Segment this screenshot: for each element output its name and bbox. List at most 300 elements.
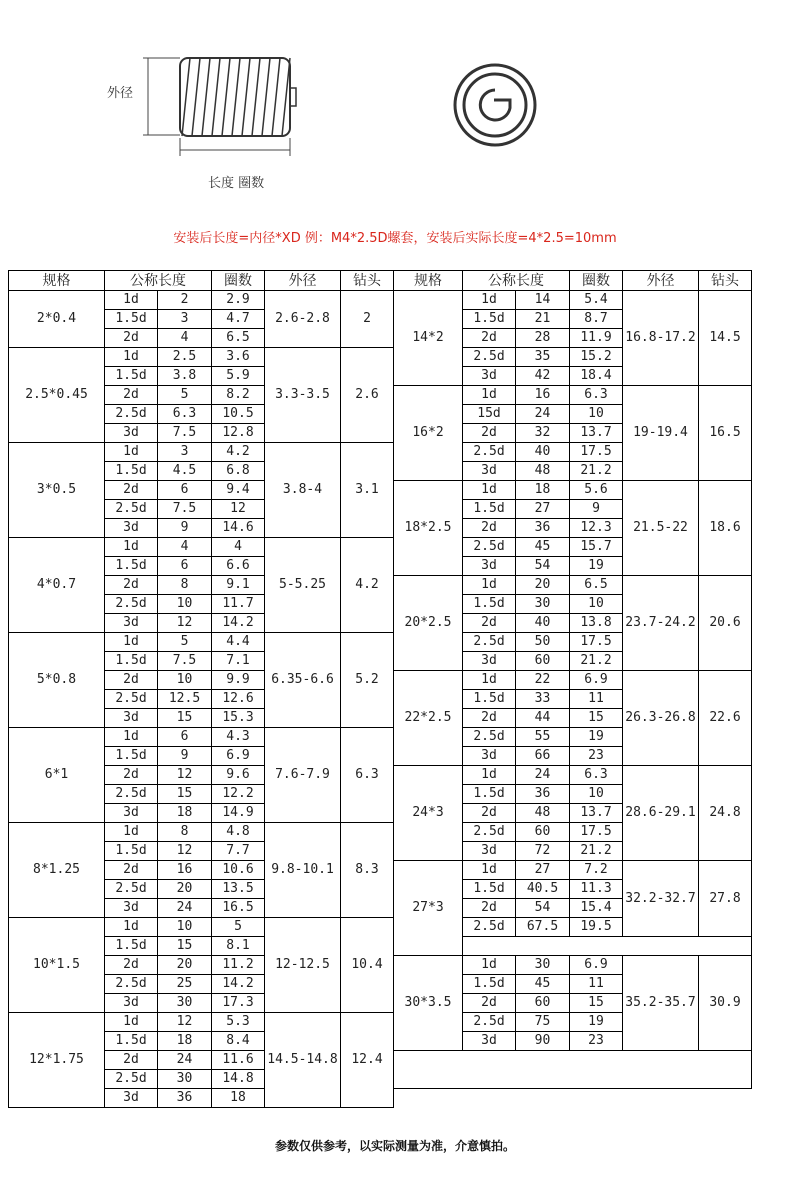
length-mm-cell: 45 <box>516 538 570 557</box>
length-multiplier-cell: 1.5d <box>105 557 158 576</box>
length-mm-cell: 10 <box>158 671 212 690</box>
turns-cell: 13.7 <box>570 804 623 823</box>
length-multiplier-cell: 1d <box>105 918 158 937</box>
length-multiplier-cell: 1.5d <box>105 652 158 671</box>
length-multiplier-cell: 1.5d <box>463 500 516 519</box>
length-multiplier-cell: 1.5d <box>463 785 516 804</box>
length-mm-cell: 6 <box>158 481 212 500</box>
table-row <box>9 1013 394 1032</box>
length-multiplier-cell: 3d <box>105 424 158 443</box>
length-multiplier-cell: 1.5d <box>105 462 158 481</box>
length-mm-cell: 45 <box>516 975 570 994</box>
length-mm-cell: 35 <box>516 348 570 367</box>
length-multiplier-cell: 2.5d <box>463 823 516 842</box>
length-mm-cell: 4 <box>158 538 212 557</box>
length-mm-cell: 9 <box>158 519 212 538</box>
length-multiplier-cell: 1d <box>463 766 516 785</box>
turns-cell: 12 <box>212 500 265 519</box>
length-multiplier-cell: 2d <box>463 519 516 538</box>
header-row <box>394 271 752 291</box>
length-mm-cell: 90 <box>516 1032 570 1051</box>
turns-cell: 9.4 <box>212 481 265 500</box>
length-multiplier-cell: 2.5d <box>105 690 158 709</box>
length-mm-cell: 12 <box>158 766 212 785</box>
length-multiplier-cell: 2d <box>463 899 516 918</box>
length-mm-cell: 18 <box>516 481 570 500</box>
spec-cell: 16*2 <box>394 386 463 481</box>
table-row <box>9 291 394 310</box>
length-multiplier-cell: 1.5d <box>463 690 516 709</box>
length-mm-cell: 21 <box>516 310 570 329</box>
length-mm-cell: 6.3 <box>158 405 212 424</box>
thread-insert-side-diagram <box>140 40 310 170</box>
turns-cell: 11 <box>570 690 623 709</box>
length-multiplier-cell: 1d <box>105 1013 158 1032</box>
length-mm-cell: 75 <box>516 1013 570 1032</box>
length-mm-cell: 60 <box>516 994 570 1013</box>
turns-cell: 6.9 <box>212 747 265 766</box>
length-mm-cell: 27 <box>516 861 570 880</box>
length-mm-cell: 66 <box>516 747 570 766</box>
length-multiplier-cell: 3d <box>105 614 158 633</box>
length-multiplier-cell: 1.5d <box>105 747 158 766</box>
length-multiplier-cell: 2d <box>105 861 158 880</box>
turns-cell: 6.3 <box>570 386 623 405</box>
turns-cell: 5.4 <box>570 291 623 310</box>
turns-cell: 10 <box>570 405 623 424</box>
drill-cell: 5.2 <box>341 633 394 728</box>
table-row <box>394 766 752 785</box>
table-row <box>394 576 752 595</box>
length-multiplier-cell: 2.5d <box>463 538 516 557</box>
table-row <box>394 291 752 310</box>
turns-cell: 5.6 <box>570 481 623 500</box>
turns-cell: 14.2 <box>212 975 265 994</box>
turns-cell: 11 <box>570 975 623 994</box>
length-multiplier-cell: 2d <box>463 709 516 728</box>
turns-cell: 11.9 <box>570 329 623 348</box>
length-multiplier-cell: 2.5d <box>463 348 516 367</box>
thread-insert-end-diagram <box>450 60 540 150</box>
turns-cell: 6.5 <box>570 576 623 595</box>
turns-cell: 11.2 <box>212 956 265 975</box>
turns-cell: 15.2 <box>570 348 623 367</box>
header-drill: 钻头 <box>341 271 394 291</box>
length-multiplier-cell: 3d <box>463 652 516 671</box>
empty-cell <box>394 1051 752 1089</box>
turns-cell: 14.9 <box>212 804 265 823</box>
header-outer-diameter: 外径 <box>623 271 699 291</box>
length-multiplier-cell: 2d <box>463 329 516 348</box>
length-mm-cell: 7.5 <box>158 500 212 519</box>
header-nominal-length: 公称长度 <box>105 271 212 291</box>
turns-cell: 15.3 <box>212 709 265 728</box>
length-multiplier-cell: 2.5d <box>463 443 516 462</box>
turns-cell: 11.7 <box>212 595 265 614</box>
length-multiplier-cell: 1d <box>463 861 516 880</box>
length-multiplier-cell: 2d <box>105 386 158 405</box>
length-mm-cell: 10 <box>158 918 212 937</box>
outer-diameter-cell: 16.8-17.2 <box>623 291 699 386</box>
turns-cell: 13.7 <box>570 424 623 443</box>
length-multiplier-cell: 3d <box>463 1032 516 1051</box>
turns-cell: 2.9 <box>212 291 265 310</box>
turns-cell: 7.1 <box>212 652 265 671</box>
turns-cell: 16.5 <box>212 899 265 918</box>
header-turns: 圈数 <box>570 271 623 291</box>
length-multiplier-cell: 1.5d <box>105 842 158 861</box>
length-multiplier-cell: 2.5d <box>105 880 158 899</box>
turns-cell: 9.1 <box>212 576 265 595</box>
length-multiplier-cell: 3d <box>105 804 158 823</box>
drill-cell: 2 <box>341 291 394 348</box>
length-multiplier-cell: 2.5d <box>105 1070 158 1089</box>
length-multiplier-cell: 1d <box>463 481 516 500</box>
table-row <box>394 861 752 880</box>
length-multiplier-cell: 2.5d <box>105 785 158 804</box>
outer-diameter-cell: 21.5-22 <box>623 481 699 576</box>
drill-cell: 6.3 <box>341 728 394 823</box>
turns-cell: 6.3 <box>570 766 623 785</box>
length-mm-cell: 3 <box>158 443 212 462</box>
length-multiplier-cell: 1d <box>463 386 516 405</box>
header-turns: 圈数 <box>212 271 265 291</box>
disclaimer-footer: 参数仅供参考，以实际测量为准，介意慎拍。 <box>274 1139 515 1153</box>
length-multiplier-cell: 3d <box>105 519 158 538</box>
length-multiplier-cell: 15d <box>463 405 516 424</box>
table-row <box>9 633 394 652</box>
drill-cell: 22.6 <box>699 671 752 766</box>
outer-diameter-label: 外径 <box>107 86 134 101</box>
length-mm-cell: 15 <box>158 937 212 956</box>
spec-cell: 27*3 <box>394 861 463 956</box>
length-mm-cell: 20 <box>158 880 212 899</box>
length-mm-cell: 36 <box>158 1089 212 1108</box>
length-multiplier-cell: 1d <box>463 956 516 975</box>
drill-cell: 10.4 <box>341 918 394 1013</box>
turns-cell: 4.2 <box>212 443 265 462</box>
turns-cell: 6.9 <box>570 671 623 690</box>
length-multiplier-cell: 1d <box>463 671 516 690</box>
length-mm-cell: 10 <box>158 595 212 614</box>
spec-cell: 24*3 <box>394 766 463 861</box>
length-multiplier-cell: 3d <box>463 367 516 386</box>
table-row <box>394 386 752 405</box>
length-turns-label: 长度 圈数 <box>208 176 265 191</box>
length-mm-cell: 4 <box>158 329 212 348</box>
length-multiplier-cell: 1.5d <box>105 1032 158 1051</box>
table-row <box>394 956 752 975</box>
outer-diameter-cell: 35.2-35.7 <box>623 956 699 1051</box>
length-multiplier-cell: 1d <box>463 576 516 595</box>
turns-cell: 21.2 <box>570 842 623 861</box>
length-mm-cell: 33 <box>516 690 570 709</box>
turns-cell: 19 <box>570 557 623 576</box>
turns-cell: 5.3 <box>212 1013 265 1032</box>
spec-table-left <box>8 270 394 1108</box>
length-mm-cell: 12 <box>158 842 212 861</box>
turns-cell: 7.7 <box>212 842 265 861</box>
outer-diameter-cell: 3.3-3.5 <box>265 348 341 443</box>
turns-cell: 11.6 <box>212 1051 265 1070</box>
length-multiplier-cell: 1.5d <box>463 880 516 899</box>
length-mm-cell: 2 <box>158 291 212 310</box>
length-multiplier-cell: 2d <box>463 804 516 823</box>
drill-cell: 8.3 <box>341 823 394 918</box>
turns-cell: 12.2 <box>212 785 265 804</box>
length-multiplier-cell: 2d <box>105 329 158 348</box>
turns-cell: 14.6 <box>212 519 265 538</box>
header-row <box>9 271 394 291</box>
turns-cell: 4.7 <box>212 310 265 329</box>
spec-cell: 8*1.25 <box>9 823 105 918</box>
length-multiplier-cell: 1d <box>105 728 158 747</box>
table-row <box>9 348 394 367</box>
table-row <box>9 728 394 747</box>
outer-diameter-cell: 2.6-2.8 <box>265 291 341 348</box>
spec-cell: 2*0.4 <box>9 291 105 348</box>
spec-cell: 4*0.7 <box>9 538 105 633</box>
header-drill: 钻头 <box>699 271 752 291</box>
length-multiplier-cell: 2.5d <box>105 595 158 614</box>
length-mm-cell: 4.5 <box>158 462 212 481</box>
length-multiplier-cell: 2d <box>105 1051 158 1070</box>
outer-diameter-cell: 5-5.25 <box>265 538 341 633</box>
turns-cell: 18.4 <box>570 367 623 386</box>
length-mm-cell: 25 <box>158 975 212 994</box>
length-multiplier-cell: 1.5d <box>105 367 158 386</box>
spec-cell: 3*0.5 <box>9 443 105 538</box>
length-mm-cell: 8 <box>158 823 212 842</box>
length-mm-cell: 5 <box>158 386 212 405</box>
length-multiplier-cell: 3d <box>463 557 516 576</box>
turns-cell: 10 <box>570 785 623 804</box>
length-mm-cell: 50 <box>516 633 570 652</box>
turns-cell: 8.1 <box>212 937 265 956</box>
header-spec: 规格 <box>394 271 463 291</box>
length-mm-cell: 6 <box>158 728 212 747</box>
turns-cell: 23 <box>570 747 623 766</box>
length-mm-cell: 55 <box>516 728 570 747</box>
length-multiplier-cell: 1.5d <box>105 310 158 329</box>
spec-cell: 6*1 <box>9 728 105 823</box>
empty-cell <box>463 937 752 956</box>
length-mm-cell: 44 <box>516 709 570 728</box>
turns-cell: 3.6 <box>212 348 265 367</box>
turns-cell: 12.6 <box>212 690 265 709</box>
spec-cell: 5*0.8 <box>9 633 105 728</box>
length-mm-cell: 24 <box>158 1051 212 1070</box>
turns-cell: 4.4 <box>212 633 265 652</box>
length-multiplier-cell: 3d <box>105 709 158 728</box>
length-mm-cell: 6 <box>158 557 212 576</box>
length-mm-cell: 7.5 <box>158 424 212 443</box>
length-mm-cell: 16 <box>516 386 570 405</box>
length-multiplier-cell: 3d <box>105 899 158 918</box>
length-multiplier-cell: 2.5d <box>463 728 516 747</box>
length-mm-cell: 72 <box>516 842 570 861</box>
length-mm-cell: 60 <box>516 823 570 842</box>
length-multiplier-cell: 2.5d <box>463 918 516 937</box>
length-multiplier-cell: 2d <box>105 766 158 785</box>
length-mm-cell: 27 <box>516 500 570 519</box>
turns-cell: 7.2 <box>570 861 623 880</box>
outer-diameter-cell: 14.5-14.8 <box>265 1013 341 1108</box>
spec-cell: 18*2.5 <box>394 481 463 576</box>
length-mm-cell: 3.8 <box>158 367 212 386</box>
turns-cell: 5.9 <box>212 367 265 386</box>
drill-cell: 3.1 <box>341 443 394 538</box>
drill-cell: 27.8 <box>699 861 752 937</box>
drill-cell: 2.6 <box>341 348 394 443</box>
length-multiplier-cell: 2d <box>105 481 158 500</box>
turns-cell: 19 <box>570 728 623 747</box>
length-mm-cell: 5 <box>158 633 212 652</box>
length-mm-cell: 42 <box>516 367 570 386</box>
turns-cell: 18 <box>212 1089 265 1108</box>
length-mm-cell: 36 <box>516 519 570 538</box>
spec-cell: 30*3.5 <box>394 956 463 1051</box>
length-multiplier-cell: 2d <box>105 576 158 595</box>
length-mm-cell: 18 <box>158 1032 212 1051</box>
drill-cell: 12.4 <box>341 1013 394 1108</box>
turns-cell: 15 <box>570 709 623 728</box>
length-multiplier-cell: 1d <box>105 291 158 310</box>
spec-cell: 10*1.5 <box>9 918 105 1013</box>
length-mm-cell: 32 <box>516 424 570 443</box>
header-spec: 规格 <box>9 271 105 291</box>
outer-diameter-cell: 19-19.4 <box>623 386 699 481</box>
length-multiplier-cell: 2.5d <box>105 500 158 519</box>
turns-cell: 8.2 <box>212 386 265 405</box>
turns-cell: 9.6 <box>212 766 265 785</box>
length-mm-cell: 24 <box>516 766 570 785</box>
drill-cell: 4.2 <box>341 538 394 633</box>
drill-cell: 18.6 <box>699 481 752 576</box>
length-multiplier-cell: 2d <box>105 956 158 975</box>
spec-cell: 2.5*0.45 <box>9 348 105 443</box>
length-mm-cell: 16 <box>158 861 212 880</box>
turns-cell: 19 <box>570 1013 623 1032</box>
length-mm-cell: 36 <box>516 785 570 804</box>
turns-cell: 17.5 <box>570 823 623 842</box>
length-multiplier-cell: 1d <box>105 823 158 842</box>
length-mm-cell: 14 <box>516 291 570 310</box>
table-row <box>394 671 752 690</box>
drill-cell: 14.5 <box>699 291 752 386</box>
length-mm-cell: 30 <box>158 994 212 1013</box>
drill-cell: 16.5 <box>699 386 752 481</box>
spec-cell: 14*2 <box>394 291 463 386</box>
drill-cell: 20.6 <box>699 576 752 671</box>
turns-cell: 9 <box>570 500 623 519</box>
length-mm-cell: 15 <box>158 785 212 804</box>
spec-cell: 22*2.5 <box>394 671 463 766</box>
length-mm-cell: 3 <box>158 310 212 329</box>
length-mm-cell: 30 <box>158 1070 212 1089</box>
turns-cell: 17.5 <box>570 443 623 462</box>
turns-cell: 23 <box>570 1032 623 1051</box>
table-row <box>9 443 394 462</box>
turns-cell: 14.2 <box>212 614 265 633</box>
turns-cell: 21.2 <box>570 462 623 481</box>
table-row <box>9 823 394 842</box>
length-mm-cell: 24 <box>158 899 212 918</box>
length-multiplier-cell: 3d <box>105 994 158 1013</box>
length-multiplier-cell: 2.5d <box>463 1013 516 1032</box>
outer-diameter-cell: 7.6-7.9 <box>265 728 341 823</box>
length-mm-cell: 15 <box>158 709 212 728</box>
length-mm-cell: 18 <box>158 804 212 823</box>
length-multiplier-cell: 2d <box>105 671 158 690</box>
length-multiplier-cell: 1.5d <box>463 975 516 994</box>
outer-diameter-cell: 6.35-6.6 <box>265 633 341 728</box>
table-row <box>394 481 752 500</box>
length-mm-cell: 40.5 <box>516 880 570 899</box>
length-mm-cell: 28 <box>516 329 570 348</box>
turns-cell: 6.8 <box>212 462 265 481</box>
length-multiplier-cell: 3d <box>463 462 516 481</box>
length-multiplier-cell: 3d <box>463 747 516 766</box>
length-mm-cell: 30 <box>516 956 570 975</box>
length-mm-cell: 12.5 <box>158 690 212 709</box>
turns-cell: 15 <box>570 994 623 1013</box>
turns-cell: 12.3 <box>570 519 623 538</box>
spec-cell: 12*1.75 <box>9 1013 105 1108</box>
length-mm-cell: 12 <box>158 1013 212 1032</box>
length-mm-cell: 54 <box>516 899 570 918</box>
length-multiplier-cell: 3d <box>463 842 516 861</box>
drill-cell: 30.9 <box>699 956 752 1051</box>
length-multiplier-cell: 2.5d <box>105 975 158 994</box>
spec-table-right <box>393 270 752 1089</box>
turns-cell: 4.3 <box>212 728 265 747</box>
length-mm-cell: 12 <box>158 614 212 633</box>
length-multiplier-cell: 1d <box>105 538 158 557</box>
length-multiplier-cell: 2d <box>463 424 516 443</box>
outer-diameter-cell: 12-12.5 <box>265 918 341 1013</box>
length-mm-cell: 48 <box>516 462 570 481</box>
turns-cell: 8.4 <box>212 1032 265 1051</box>
turns-cell: 21.2 <box>570 652 623 671</box>
length-mm-cell: 30 <box>516 595 570 614</box>
length-mm-cell: 54 <box>516 557 570 576</box>
length-multiplier-cell: 2d <box>463 994 516 1013</box>
length-mm-cell: 67.5 <box>516 918 570 937</box>
turns-cell: 10.6 <box>212 861 265 880</box>
length-multiplier-cell: 2.5d <box>463 633 516 652</box>
turns-cell: 4 <box>212 538 265 557</box>
turns-cell: 6.6 <box>212 557 265 576</box>
turns-cell: 5 <box>212 918 265 937</box>
length-multiplier-cell: 2d <box>463 614 516 633</box>
outer-diameter-cell: 26.3-26.8 <box>623 671 699 766</box>
outer-diameter-cell: 32.2-32.7 <box>623 861 699 937</box>
length-mm-cell: 9 <box>158 747 212 766</box>
length-mm-cell: 40 <box>516 443 570 462</box>
length-mm-cell: 22 <box>516 671 570 690</box>
length-mm-cell: 20 <box>516 576 570 595</box>
length-multiplier-cell: 1.5d <box>105 937 158 956</box>
table-row <box>9 538 394 557</box>
length-mm-cell: 7.5 <box>158 652 212 671</box>
turns-cell: 12.8 <box>212 424 265 443</box>
turns-cell: 15.4 <box>570 899 623 918</box>
length-mm-cell: 24 <box>516 405 570 424</box>
length-mm-cell: 40 <box>516 614 570 633</box>
turns-cell: 9.9 <box>212 671 265 690</box>
length-multiplier-cell: 1.5d <box>463 310 516 329</box>
